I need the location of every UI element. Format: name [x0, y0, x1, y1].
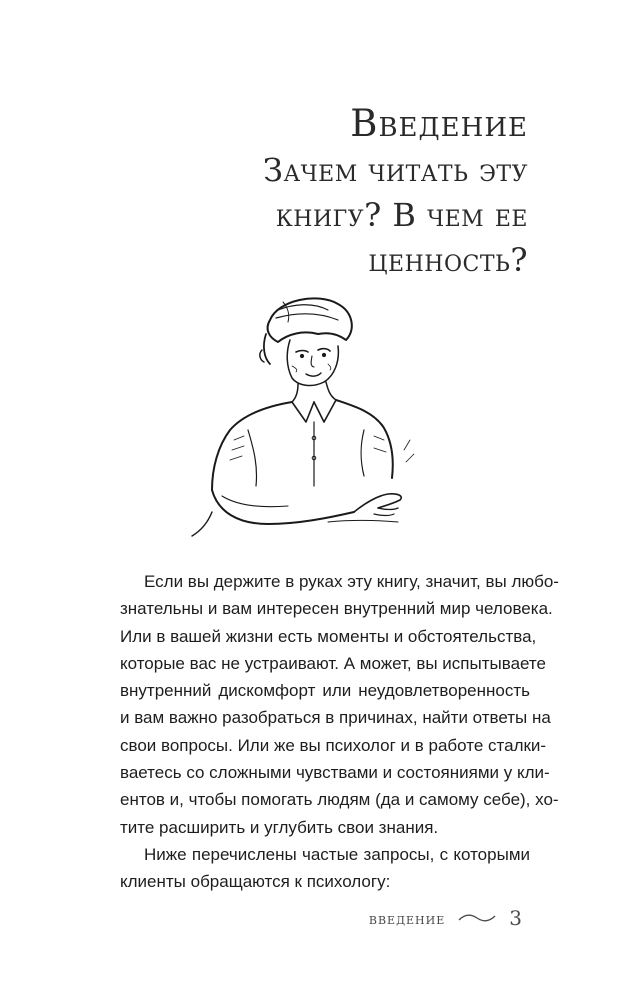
paragraph	[120, 841, 530, 896]
text-line: ентов и, чтобы помогать людям (да и самому себе), хо-	[120, 790, 559, 810]
text-line: знательны и вам интересен внутренний мир человека.	[120, 599, 553, 619]
page-footer	[369, 906, 522, 930]
text-line: свои вопросы. Или же вы психолог и в работе сталки-	[120, 735, 547, 755]
text-line: внутренний дискомфорт или неудовлетворенность	[120, 681, 530, 701]
chapter-title: Введение	[350, 102, 528, 145]
text-line: тите расширить и углубить свои знания.	[120, 817, 439, 837]
text-line: и вам важно разобраться в причинах, найти ответы на	[120, 708, 551, 728]
woman-sketch-illustration	[178, 290, 428, 550]
woman-sketch-icon	[178, 290, 428, 550]
text-line: Или в вашей жизни есть моменты и обстоятельства,	[120, 626, 537, 646]
chapter-heading	[263, 100, 528, 283]
text-line: Если вы держите в руках эту книгу, значит, вы любо-	[144, 572, 559, 591]
chapter-subtitle	[263, 148, 528, 283]
running-head: введение	[368, 908, 446, 928]
body-text	[120, 568, 559, 896]
text-line: ваетесь со сложными чувствами и состояниями у кли-	[120, 763, 550, 783]
paragraph	[120, 568, 559, 841]
text-line: которые вас не устраивают. А может, вы испытываете	[120, 653, 546, 673]
page-number: 3	[509, 906, 522, 930]
subtitle-line: Зачем читать эту	[263, 151, 528, 189]
text-line: клиенты обращаются к психологу:	[120, 872, 391, 892]
tilde-ornament-icon	[457, 909, 497, 928]
subtitle-line: ценность?	[368, 241, 528, 279]
subtitle-line: книгу? В чем ее	[275, 196, 528, 234]
text-line: Ниже перечислены частые запросы, с которыми	[144, 844, 530, 864]
